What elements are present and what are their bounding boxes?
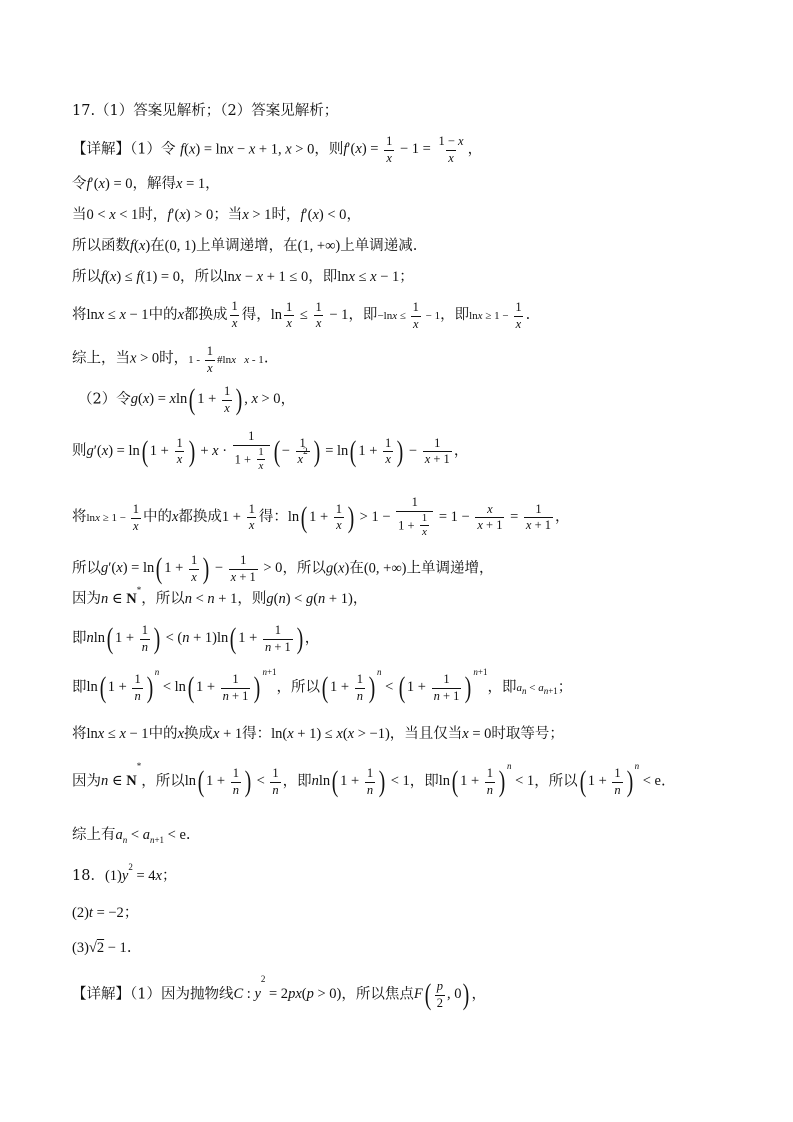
line-g-increasing: 所以g′(x) = ln( 1 + $\frac{1}{x}$ ) − $\frac{1}{x + 1}$ > 0，所以g(x)在(0, +∞)上单调递增， [72,552,494,585]
line-critical-point: 令f′(x) = 0，解得x = 1， [72,176,220,192]
line-detail-part1: 【详解】（1）令 f(x) = lnx − x + 1, x > 0，则f′(x) = $\frac{1}{x}$ − 1 = $\frac{1 - x}{x}$ ， [72,134,483,165]
problem-18-answer-3: (3)√2 − 1. [72,940,132,956]
line-n-natural: 因为n ∈ N*，所以n < n + 1，则g(n) < g(n + 1)， [72,585,368,607]
line-sign-analysis: 当0 < x < 1时，f′(x) > 0；当x > 1时，f′(x) < 0， [72,207,361,223]
line-summary-part2: 综上有$a_n < a_{n+1} < e$. [72,827,191,845]
detail-tag: 【详解】 [72,986,130,1003]
line-bound-e: 因为n ∈ N*，所以ln( 1 + $\frac{1}{n}$ ) < $\frac{1}{n}$ ，即nln( 1 + $\frac{1}{n}$ ) < 1，即ln( 1 + $\frac{1}{n}$ ) $^n$ < 1，所以( 1 + $\frac{1}{n}$ ) $^n$ < e. [72,761,666,798]
line-part2-define-g: （2）令g(x) = xln( 1 + $\frac{1}{x}$ ) , x > 0， [78,383,296,416]
problem-18-detail: 【详解】（1）因为抛物线C : $y^2 = 2px(p > 0)$，所以焦点F( $\frac{p}{2}$ , 0) ， [72,974,486,1011]
problem-18-answer-2: (2)t = −2； [72,905,139,921]
line-substitute-shift: 将lnx ≥ 1 − $\frac{1}{x}$ 中的x都换成1 + $\frac{1}{x}$ 得：ln( 1 + $\frac{1}{x}$ ) > 1 − 1 1 + $\frac{1}{x}$ = 1 − $\frac{x}{x + 1}$ = $\frac{1}{x + 1}$ ， [72,495,570,539]
line-ineq-power: 即ln( 1 + $\frac{1}{n}$ ) $^n$ < ln( 1 + $\frac{1}{n + 1}$ ) $^{n+1}$，所以( 1 + $\frac{1}{n}$ ) $^n$ < ( 1 + $\frac{1}{n + 1}$ ) $^{n+1}$，即$a_n < a_{n+1}$； [72,667,573,704]
line-substitute-xplus1: 将lnx ≤ x − 1中的x换成x + 1得：ln(x + 1) ≤ x(x > −1)，当且仅当x = 0时取等号； [72,726,564,742]
line-substitute-reciprocal: 将lnx ≤ x − 1中的x都换成 $\frac{1}{x}$ 得，ln $\frac{1}{x}$ ≤ $\frac{1}{x}$ − 1，即−lnx ≤ $\frac{1}{x}$ − 1，即lnx ≥ 1 − $\frac{1}{x}$ . [72,299,531,331]
fraction: $\frac{1 - x}{x}$ [438,134,464,165]
problem-17-header: 17.（1）答案见解析；（2）答案见解析； [72,103,339,119]
line-g-derivative: 则g′(x) = ln( 1 + $\frac{1}{x}$ ) + x · 1 1 + $\frac{1}{x}$ ( − $\frac{1}{x^2}$ ) = ln( 1 + $\frac{1}{x}$ ) − $\frac{1}{x + 1}$ ， [72,429,469,473]
fraction: $\frac{1}{x}$ [386,134,393,165]
line-monotonicity: 所以函数f(x)在(0, 1)上单调递增，在(1, +∞)上单调递减. [72,238,418,254]
line-max-value: 所以f(x) ≤ f(1) = 0，所以lnx − x + 1 ≤ 0，即lnx ≤ x − 1； [72,269,414,285]
problem-18-header: 18．$(1)y^2 = 4x$； [72,862,177,884]
line-ineq-n: 即nln( 1 + $\frac{1}{n}$ ) < (n + 1)ln( 1 + $\frac{1}{n + 1}$ ) ， [72,622,320,655]
detail-tag: 【详解】 [72,141,130,158]
line-summary-part1: 综上，当x > 0时，1 - $\frac{1}{x}$ #lnx x - 1. [72,344,269,375]
